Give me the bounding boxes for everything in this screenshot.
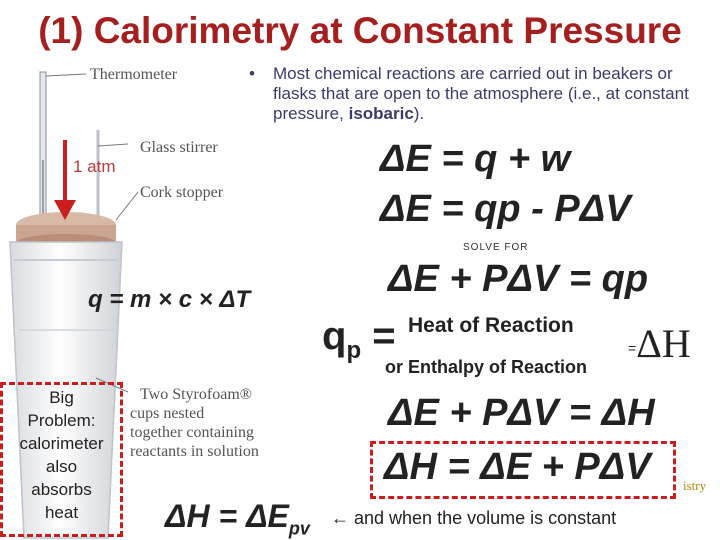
bullet-emphasis: isobaric — [348, 104, 414, 123]
problem-line-2: Problem: — [27, 411, 96, 430]
qp-equals: = — [372, 314, 396, 358]
cups-label-line-4: reactants in solution — [130, 443, 259, 460]
thermometer-label: Thermometer — [90, 66, 178, 83]
equals-delta-h — [628, 320, 691, 367]
equation-constant-volume — [165, 498, 310, 539]
constant-volume-note — [331, 508, 616, 529]
equation-enthalpy: ΔH = ΔE + PΔV — [384, 446, 651, 488]
problem-line-3: calorimeter — [19, 434, 104, 453]
equation-energy: ΔE = q + w — [380, 138, 571, 180]
delta-h-symbol: ΔH — [636, 321, 691, 366]
bullet-point — [249, 64, 710, 124]
cups-label-line-1: Two Styrofoam® — [140, 386, 252, 403]
bullet-text-main: Most chemical reactions are carried out in beakers or flasks that are open to the atmosphere (i.e., at constant pressure, — [273, 64, 689, 123]
problem-line-4: also — [45, 457, 78, 476]
equation-heat-capacity: q = m × c × ΔT — [88, 286, 251, 313]
problem-line-6: heat — [44, 503, 79, 522]
qp-q: q — [322, 314, 347, 358]
stirrer-label: Glass stirrer — [140, 139, 218, 156]
problem-line-1: Big — [49, 388, 74, 407]
dhpv-main: ΔH = ΔE — [165, 498, 289, 534]
heat-of-reaction-label: Heat of Reaction — [408, 314, 574, 337]
qp-sub: p — [346, 337, 362, 364]
enthalpy-label: or Enthalpy of Reaction — [385, 357, 588, 377]
constant-volume-text: and when the volume is constant — [349, 508, 617, 528]
equation-enthalpy-relation: ΔE + PΔV = ΔH — [388, 392, 655, 434]
equation-energy-qp: ΔE = qp - PΔV — [380, 188, 631, 230]
solve-for-label: SOLVE FOR — [463, 242, 529, 253]
problem-line-5: absorbs — [31, 480, 92, 499]
stopper-label: Cork stopper — [140, 184, 224, 201]
pressure-label: 1 atm — [73, 157, 116, 176]
slide-title: (1) Calorimetry at Constant Pressure — [38, 10, 682, 51]
equation-solved: ΔE + PΔV = qp — [388, 258, 649, 300]
equals-sign: = — [628, 339, 637, 356]
problem-text — [0, 386, 123, 524]
bullet-symbol: • — [249, 64, 255, 83]
bullet-end: ). — [413, 104, 425, 123]
dhpv-sub: pv — [288, 518, 310, 539]
cups-label-line-2: cups nested — [130, 405, 205, 422]
bullet-text — [273, 64, 710, 124]
left-arrow-icon: ← — [331, 508, 349, 528]
cups-label-line-3: together containing — [130, 424, 254, 441]
footer-fragment: istry — [683, 478, 707, 493]
